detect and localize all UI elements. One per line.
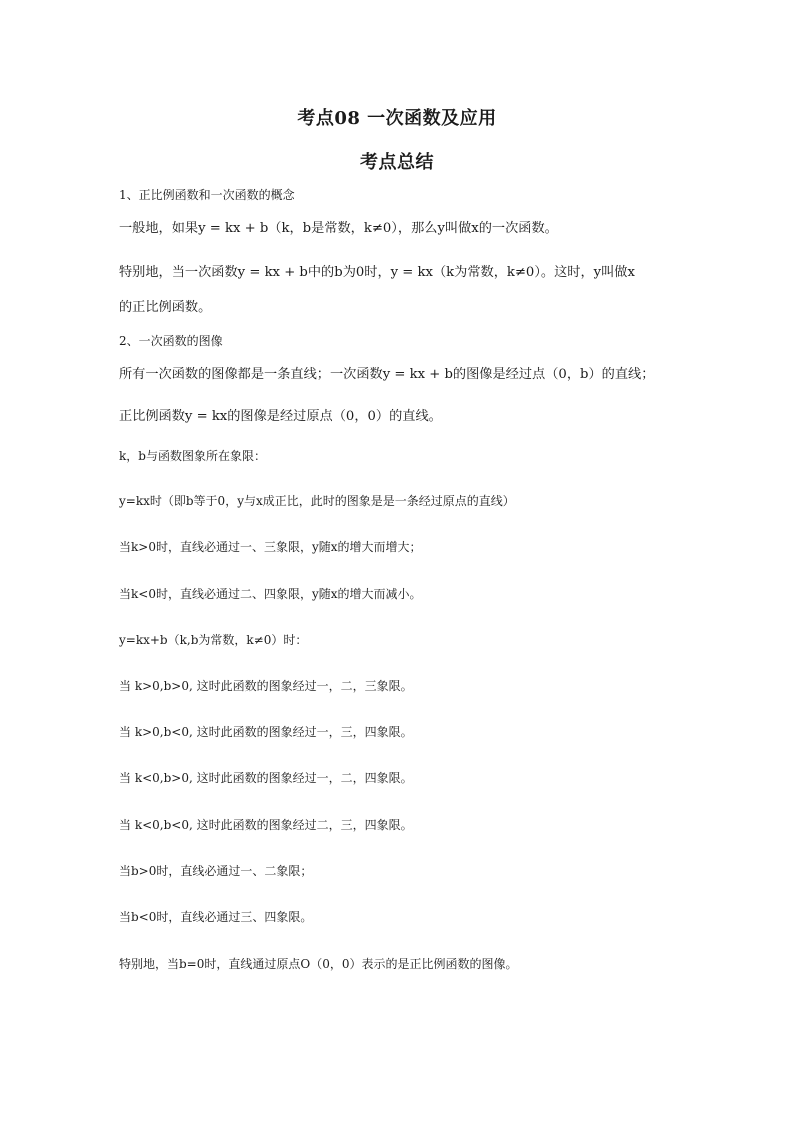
paragraph-line: 当b>0时，直线必通过一、二象限； — [119, 864, 313, 878]
paragraph-line: 当k>0时，直线必通过一、三象限，y随x的增大而增大； — [119, 540, 422, 554]
section-title: 考点总结 — [360, 152, 434, 173]
page-title: 考点08 一次函数及应用 — [297, 108, 497, 129]
paragraph-line: 特别地，当b=0时，直线通过原点O（0，0）表示的是正比例函数的图像。 — [119, 957, 518, 971]
paragraph-line: 当 k>0,b<0, 这时此函数的图象经过一，三，四象限。 — [119, 725, 413, 739]
paragraph-line: 当k<0时，直线必通过二、四象限，y随x的增大而减小。 — [119, 587, 422, 601]
paragraph-line: 当 k>0,b>0, 这时此函数的图象经过一，二，三象限。 — [119, 679, 413, 693]
paragraph-line: 特别地，当一次函数y = kx + b中的b为0时，y = kx（k为常数，k≠0）。这时，y叫做x — [119, 265, 635, 280]
paragraph-line: y=kx+b（k,b为常数，k≠0）时： — [119, 633, 308, 647]
paragraph-line: k，b与函数图象所在象限： — [119, 449, 266, 463]
paragraph-line: 当b<0时，直线必通过三、四象限。 — [119, 910, 313, 924]
paragraph-line: 当 k<0,b>0, 这时此函数的图象经过一，二，四象限。 — [119, 771, 413, 785]
heading-graph: 2、一次函数的图像 — [119, 334, 223, 348]
paragraph-line: y=kx时（即b等于0，y与x成正比，此时的图象是是一条经过原点的直线） — [119, 494, 515, 508]
paragraph-line: 所有一次函数的图像都是一条直线；一次函数y = kx + b的图像是经过点（0，b）的直线； — [119, 367, 655, 382]
heading-concept: 1、正比例函数和一次函数的概念 — [119, 188, 295, 202]
paragraph-line: 当 k<0,b<0, 这时此函数的图象经过二，三，四象限。 — [119, 818, 413, 832]
paragraph-line: 的正比例函数。 — [119, 300, 212, 315]
paragraph-line: 正比例函数y = kx的图像是经过原点（0，0）的直线。 — [119, 409, 442, 424]
paragraph-line: 一般地，如果y = kx + b（k，b是常数，k≠0），那么y叫做x的一次函数。 — [119, 221, 558, 236]
